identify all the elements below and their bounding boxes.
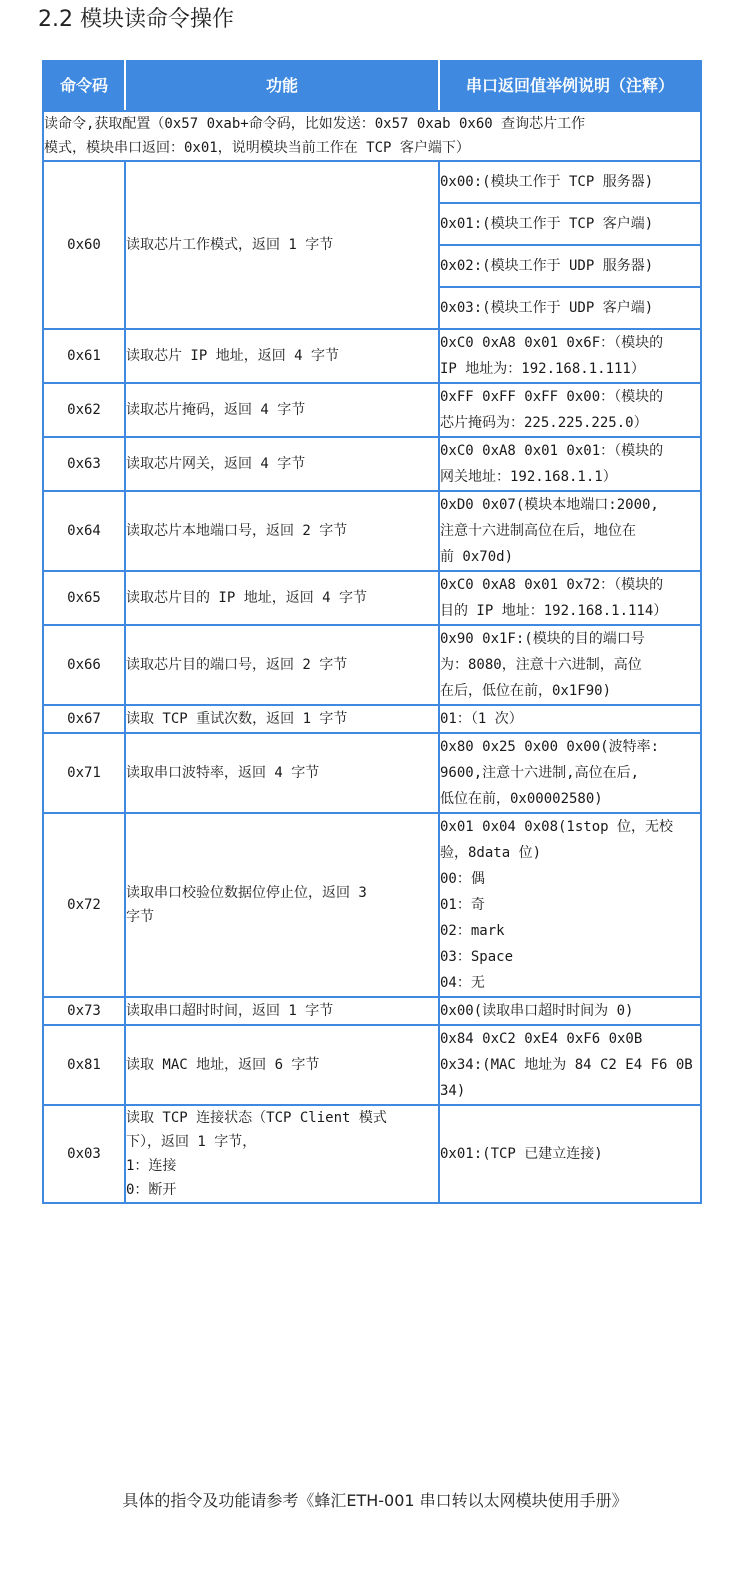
note-line: 前 0x70d) <box>440 549 514 565</box>
function-line: 读取芯片本地端口号，返回 2 字节 <box>126 523 348 539</box>
note-line: 0xC0 0xA8 0x01 0x01：（模块的 <box>440 443 664 459</box>
command-code: 0x67 <box>43 705 125 733</box>
table-row <box>43 571 701 625</box>
note-line: 01：奇 <box>440 897 485 913</box>
function-description <box>125 1105 439 1203</box>
table-row <box>43 1025 701 1105</box>
function-line: 读取芯片网关，返回 4 字节 <box>126 456 306 472</box>
function-line: 下），返回 1 字节， <box>126 1134 257 1150</box>
function-line: 读取芯片目的端口号，返回 2 字节 <box>126 657 348 673</box>
function-line: 读取串口波特率，返回 4 字节 <box>126 765 320 781</box>
command-code: 0x65 <box>43 571 125 625</box>
mode-note: 0x03:(模块工作于 UDP 客户端) <box>439 287 701 329</box>
function-description <box>125 625 439 705</box>
function-description <box>125 997 439 1025</box>
note-line: 在后，低位在前，0x1F90) <box>440 683 612 699</box>
function-line: 读取 TCP 重试次数，返回 1 字节 <box>126 711 348 727</box>
table-row <box>43 1105 701 1203</box>
intro-line: 读命令,获取配置（0x57 0xab+命令码，比如发送：0x57 0xab 0x60 查询芯片工作 <box>44 116 586 132</box>
function-description <box>125 705 439 733</box>
note-line: 0x00(读取串口超时时间为 0) <box>440 1003 634 1019</box>
note-line: 网关地址：192.168.1.1） <box>440 469 617 485</box>
command-code: 0x64 <box>43 491 125 571</box>
header-return-example: 串口返回值举例说明（注释） <box>439 61 701 111</box>
header-function: 功能 <box>125 61 439 111</box>
function-line: 读取芯片目的 IP 地址，返回 4 字节 <box>126 590 368 606</box>
table-row <box>43 437 701 491</box>
mode-note: 0x01:(模块工作于 TCP 客户端) <box>439 203 701 245</box>
function-description <box>125 329 439 383</box>
note-line: 为：8080，注意十六进制，高位 <box>440 657 642 673</box>
note-line: 0xD0 0x07(模块本地端口:2000, <box>440 497 659 513</box>
command-code: 0x60 <box>43 161 125 329</box>
function-line: 读取 TCP 连接状态（TCP Client 模式 <box>126 1110 387 1126</box>
function-line: 1：连接 <box>126 1158 177 1174</box>
table-row <box>43 733 701 813</box>
note-line: 目的 IP 地址：192.168.1.114） <box>440 603 668 619</box>
function-description <box>125 813 439 997</box>
function-description <box>125 733 439 813</box>
footer-reference-note: 具体的指令及功能请参考《蜂汇ETH-001 串口转以太网模块使用手册》 <box>122 1491 628 1510</box>
command-code: 0x72 <box>43 813 125 997</box>
note-line: 9600,注意十六进制,高位在后, <box>440 765 640 781</box>
note-line: 0xC0 0xA8 0x01 0x6F：（模块的 <box>440 335 664 351</box>
return-example-note <box>439 733 701 813</box>
table-row <box>43 813 701 997</box>
note-line: 0x90 0x1F:(模块的目的端口号 <box>440 631 645 647</box>
function-line: 读取芯片掩码，返回 4 字节 <box>126 402 306 418</box>
intro-cell <box>43 111 701 161</box>
note-line: 04：无 <box>440 975 485 991</box>
mode-note: 0x02:(模块工作于 UDP 服务器) <box>439 245 701 287</box>
note-line: 0xFF 0xFF 0xFF 0x00：（模块的 <box>440 389 664 405</box>
return-example-note <box>439 1025 701 1105</box>
return-example-note <box>439 813 701 997</box>
table-row <box>43 491 701 571</box>
function-description <box>125 383 439 437</box>
note-line: 03：Space <box>440 949 514 965</box>
command-code: 0x61 <box>43 329 125 383</box>
table-header-row <box>43 61 701 111</box>
command-code: 0x03 <box>43 1105 125 1203</box>
function-description <box>125 1025 439 1105</box>
function-description <box>125 571 439 625</box>
command-code: 0x71 <box>43 733 125 813</box>
note-line: 验，8data 位) <box>440 845 542 861</box>
return-example-note <box>439 1105 701 1203</box>
note-line: 0x01:(TCP 已建立连接) <box>440 1146 603 1162</box>
note-line: 注意十六进制高位在后，地位在 <box>440 523 636 539</box>
function-description <box>125 437 439 491</box>
return-example-note <box>439 491 701 571</box>
note-line: 0x84 0xC2 0xE4 0xF6 0x0B <box>440 1031 643 1047</box>
function-line: 读取 MAC 地址，返回 6 字节 <box>126 1057 320 1073</box>
return-example-note <box>439 571 701 625</box>
function-line: 字节 <box>126 909 154 925</box>
intro-line: 模式，模块串口返回：0x01，说明模块当前工作在 TCP 客户端下） <box>44 140 470 156</box>
return-example-note <box>439 625 701 705</box>
note-line: 01：（1 次） <box>440 711 523 727</box>
read-command-table <box>42 60 702 1204</box>
return-example-note <box>439 383 701 437</box>
note-line: 0xC0 0xA8 0x01 0x72：（模块的 <box>440 577 664 593</box>
command-code: 0x66 <box>43 625 125 705</box>
return-example-note <box>439 329 701 383</box>
table-row <box>43 625 701 705</box>
command-code: 0x73 <box>43 997 125 1025</box>
header-command-code: 命令码 <box>43 61 125 111</box>
table-row <box>43 329 701 383</box>
note-line: 02：mark <box>440 923 505 939</box>
function-line: 0：断开 <box>126 1182 177 1198</box>
function-line: 读取串口校验位数据位停止位，返回 3 <box>126 885 367 901</box>
table-row-0x60 <box>43 161 701 203</box>
table-row <box>43 383 701 437</box>
command-code: 0x81 <box>43 1025 125 1105</box>
note-line: 低位在前，0x00002580) <box>440 791 603 807</box>
intro-row <box>43 111 701 161</box>
note-line: 34) <box>440 1083 466 1099</box>
note-line: 0x80 0x25 0x00 0x00(波特率: <box>440 739 660 755</box>
note-line: 芯片掩码为：225.225.225.0） <box>440 415 648 431</box>
function-line: 读取串口超时时间，返回 1 字节 <box>126 1003 334 1019</box>
return-example-note <box>439 437 701 491</box>
section-title: 2.2 模块读命令操作 <box>38 7 234 32</box>
mode-note: 0x00:(模块工作于 TCP 服务器) <box>439 161 701 203</box>
function-line: 读取芯片 IP 地址，返回 4 字节 <box>126 348 340 364</box>
return-example-note <box>439 705 701 733</box>
note-line: 0x34:(MAC 地址为 84 C2 E4 F6 0B <box>440 1057 693 1073</box>
command-code: 0x63 <box>43 437 125 491</box>
return-example-note <box>439 997 701 1025</box>
command-code: 0x62 <box>43 383 125 437</box>
note-line: IP 地址为：192.168.1.111） <box>440 361 645 377</box>
function-description: 读取芯片工作模式，返回 1 字节 <box>125 161 439 329</box>
table-row <box>43 997 701 1025</box>
note-line: 00：偶 <box>440 871 485 887</box>
table-row <box>43 705 701 733</box>
function-description <box>125 491 439 571</box>
note-line: 0x01 0x04 0x08(1stop 位，无校 <box>440 819 674 835</box>
